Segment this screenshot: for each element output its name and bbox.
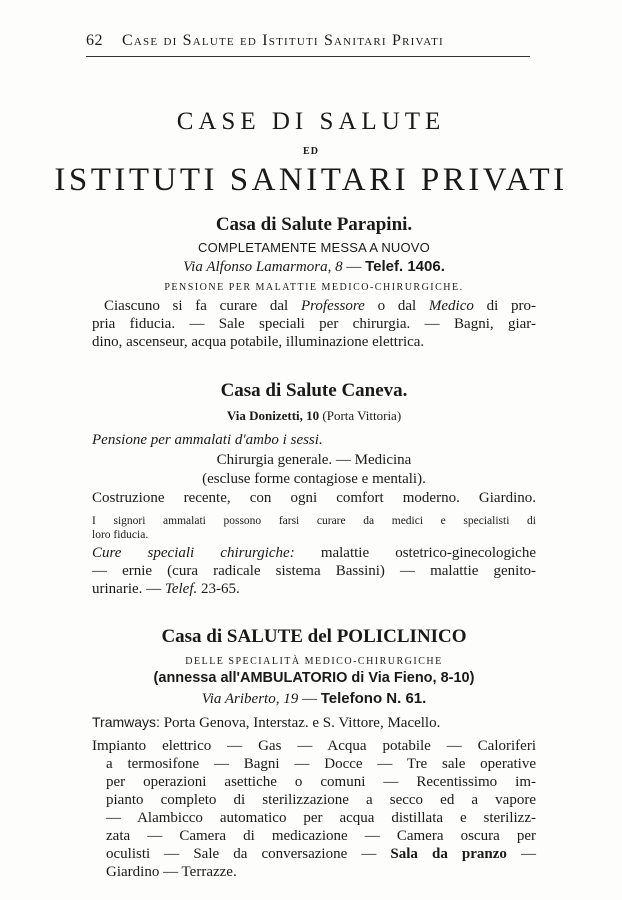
policlinico-annex: (annessa all'AMBULATORIO di Via Fieno, 8-10) [153, 670, 475, 686]
parapini-sep: — [346, 259, 362, 275]
parapini-phone: Telef. 1406. [365, 258, 445, 275]
policlinico-tram-line [92, 714, 536, 732]
caneva-name: Casa di Salute Caneva. [220, 380, 408, 401]
policlinico-spec: DELLE SPECIALITÀ MEDICO-CHIRURGICHE [185, 656, 443, 667]
caneva-text-1: Chirurgia generale. — Medicina [216, 452, 412, 468]
parapini-pension: PENSIONE PER MALATTIE MEDICO-CHIRURGICHE. [164, 282, 464, 293]
tram-label: Tramways: [92, 714, 160, 730]
caneva-cure-3: urinarie. — Telef. 23-65. [92, 581, 240, 597]
caneva-note-1: I signori ammalati possono farsi curare da medici e specialisti di [92, 515, 536, 527]
caneva-note-2: loro fiducia. [92, 529, 149, 541]
policlinico-text-7: oculisti — Sale da conversazione — Sala da pranzo — [106, 846, 536, 862]
caneva-address-line [92, 408, 536, 424]
parapini-text-2: pria fiducia. — Sale speciali per chirurgia. — Bagni, giar- [92, 316, 536, 332]
policlinico-phone: Telefono N. 61. [320, 690, 427, 707]
policlinico-text-4: pianto completo di sterilizzazione a secco ed a vapore [106, 792, 536, 808]
policlinico-text-3: per operazioni asettiche o comuni — Recentissimo im- [106, 774, 536, 790]
parapini-address: Via Alfonso Lamarmora, 8 [183, 259, 343, 275]
caneva-cure-1: Cure speciali chirurgiche: malattie ostetrico-ginecologiche [92, 545, 536, 561]
title-line-2: ED [303, 146, 319, 157]
policlinico-address: Via Ariberto, 19 [201, 691, 299, 707]
parapini-text-1: Ciascuno si fa curare dal Professore o dal Medico di pro- [104, 298, 536, 314]
caneva-address: Via Donizetti, 10 [226, 408, 320, 423]
policlinico-text-1: Impianto elettrico — Gas — Acqua potabile — Caloriferi [92, 738, 536, 754]
policlinico-address-line [92, 690, 536, 708]
parapini-subtitle: COMPLETAMENTE MESSA A NUOVO [198, 240, 430, 255]
policlinico-sep: — [301, 691, 317, 707]
page-number: 62 [86, 32, 103, 49]
policlinico-text-2: a termosifone — Bagni — Docce — Tre sale operative [106, 756, 536, 772]
caneva-address-extra: (Porta Vittoria) [319, 408, 402, 423]
tram-text: Porta Genova, Interstaz. e S. Vittore, Macello. [159, 715, 441, 731]
caneva-pension: Pensione per ammalati d'ambo i sessi. [92, 432, 323, 448]
running-title: Case di Salute ed Istituti Sanitari Privati [122, 32, 444, 49]
caneva-text-3: Costruzione recente, con ogni comfort moderno. Giardino. [92, 490, 536, 506]
title-line-3: ISTITUTI SANITARI PRIVATI [54, 162, 568, 198]
parapini-text-3: dino, ascenseur, acqua potabile, illuminazione elettrica. [92, 334, 425, 350]
policlinico-name: Casa di SALUTE del POLICLINICO [161, 626, 467, 647]
title-line-1: CASE DI SALUTE [176, 108, 446, 135]
caneva-cure-2: — ernie (cura radicale sistema Bassini) — malattie genito- [92, 563, 536, 579]
running-header [86, 30, 530, 54]
parapini-address-line [92, 258, 536, 276]
header-rule [86, 56, 530, 57]
policlinico-text-8: Giardino — Terrazze. [106, 864, 237, 880]
policlinico-text-6: zata — Camera di medicazione — Camera oscura per [106, 828, 536, 844]
caneva-text-2: (escluse forme contagiose e mentali). [202, 471, 426, 487]
parapini-name: Casa di Salute Parapini. [215, 214, 413, 235]
policlinico-text-5: — Alambicco automatico per acqua distillata e sterilizz- [106, 810, 536, 826]
